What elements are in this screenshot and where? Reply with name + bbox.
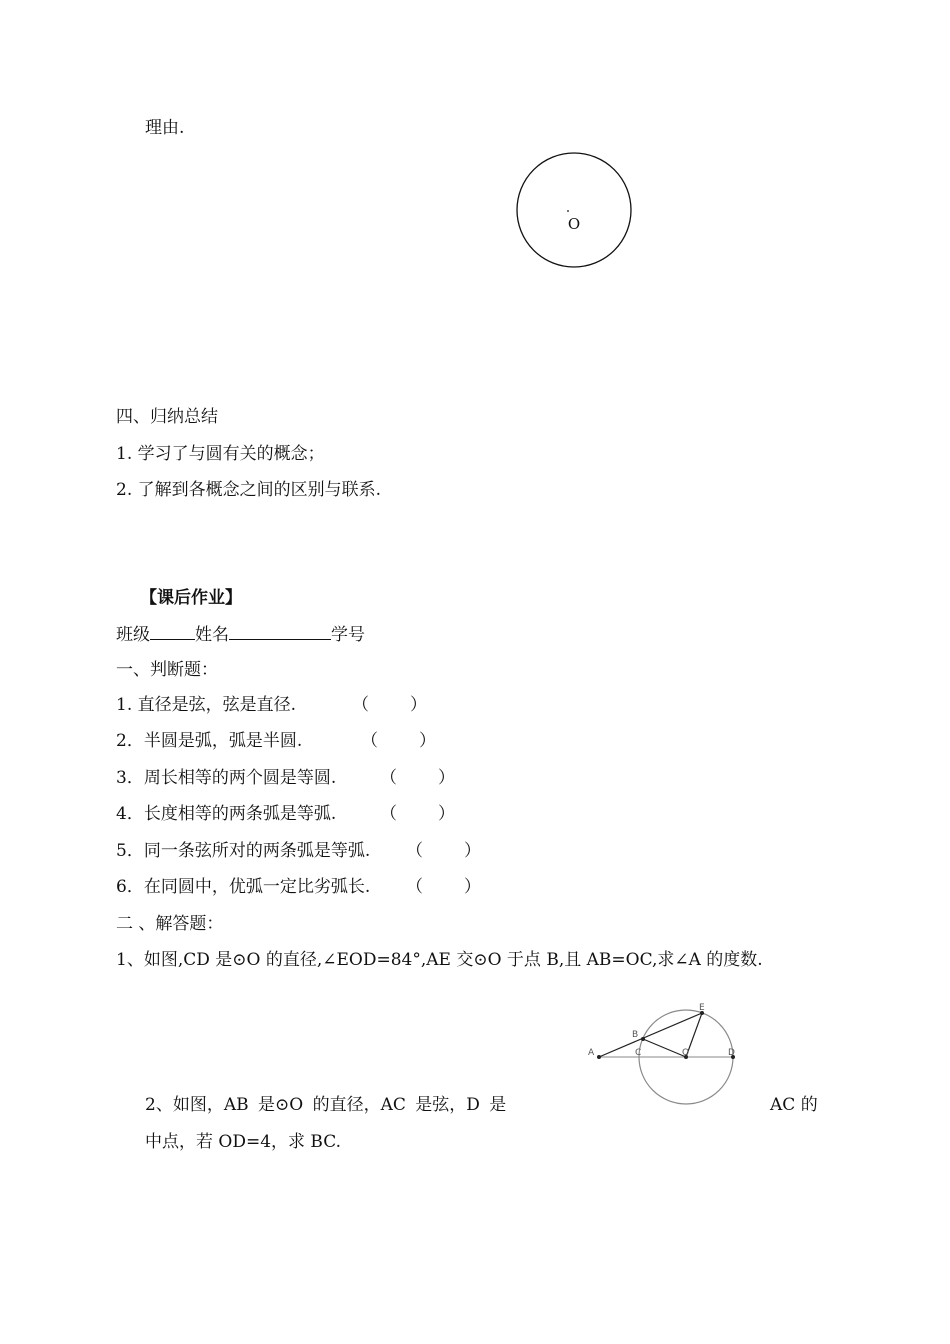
point-b (641, 1037, 645, 1041)
question-2-part-1: 2、如图，AB 是⊙O 的直径，AC 是弦，D 是 (145, 1095, 507, 1115)
question-2-part-3: 中点，若 OD=4，求 BC. (145, 1132, 342, 1152)
class-blank[interactable] (150, 623, 195, 640)
answer-paren-left: （ (352, 695, 369, 715)
label-o: O (682, 1048, 690, 1058)
answer-paren-left: （ (380, 768, 397, 788)
summary-heading: 四、归纳总结 (116, 407, 218, 427)
center-label: O (567, 215, 581, 233)
answer-paren-right: ） (464, 877, 481, 897)
center-dot (567, 210, 569, 212)
tf-item-text: 5．同一条弦所对的两条弧是等弧. (116, 841, 371, 861)
answer-paren-left: （ (406, 877, 423, 897)
tf-item-2 (116, 730, 436, 752)
tf-item-text: 1. 直径是弦，弦是直径. (116, 695, 297, 715)
student-info-line (116, 623, 365, 646)
question-1: 1、如图,CD 是⊙O 的直径,∠EOD=84°,AE 交⊙O 于点 B,且 AB=OC,求∠A 的度数. (116, 950, 763, 970)
line-b-o (643, 1039, 686, 1057)
label-d: D (728, 1048, 735, 1058)
answer-paren-right: ） (438, 804, 455, 824)
question-2-part-2: AC 的 (770, 1095, 818, 1115)
answer-paren-left: （ (361, 731, 378, 751)
circle-o (517, 153, 631, 267)
reason-text: 理由. (145, 118, 185, 138)
tf-item-6 (116, 876, 481, 898)
id-label: 学号 (331, 625, 365, 645)
tf-item-3 (116, 767, 455, 789)
answer-paren-right: ） (464, 841, 481, 861)
tf-item-1 (116, 694, 427, 716)
answer-paren-left: （ (406, 841, 423, 861)
summary-item-2: 2. 了解到各概念之间的区别与联系. (116, 480, 382, 500)
answer-paren-right: ） (419, 731, 436, 751)
label-a: A (588, 1048, 595, 1058)
name-blank[interactable] (229, 623, 331, 640)
label-b: B (632, 1030, 639, 1040)
tf-item-text: 4．长度相等的两条弧是等弧. (116, 804, 337, 824)
answer-paren-left: （ (380, 804, 397, 824)
tf-item-4 (116, 803, 455, 825)
tf-heading: 一、判断题： (116, 660, 218, 680)
name-label: 姓名 (195, 625, 229, 645)
geometry-figure (585, 1002, 745, 1112)
class-label: 班级 (116, 625, 150, 645)
answer-paren-right: ） (410, 695, 427, 715)
homework-title: 【课后作业】 (140, 588, 242, 608)
tf-item-5 (116, 840, 481, 862)
tf-item-text: 3．周长相等的两个圆是等圆. (116, 768, 337, 788)
solve-heading: 二 、解答题： (116, 914, 224, 934)
tf-item-text: 6．在同圆中，优弧一定比劣弧长. (116, 877, 371, 897)
answer-paren-right: ） (438, 768, 455, 788)
label-c: C (635, 1048, 642, 1058)
label-e: E (699, 1003, 705, 1013)
summary-item-1: 1. 学习了与圆有关的概念； (116, 444, 325, 464)
circle-o-figure (515, 151, 635, 271)
tf-item-text: 2．半圆是弧，弧是半圆. (116, 731, 303, 751)
point-a (597, 1055, 601, 1059)
